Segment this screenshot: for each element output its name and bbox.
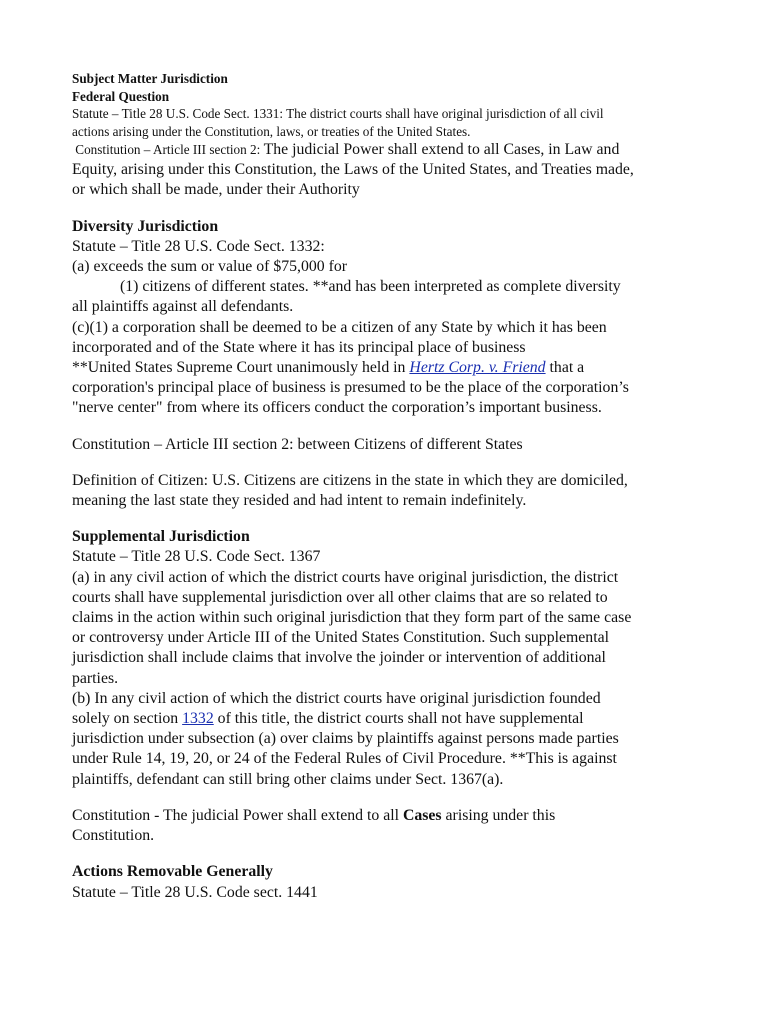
sup-constitution-before: Constitution - The judicial Power shall extend to all bbox=[72, 806, 403, 824]
removal-line-1: Statute – Title 28 U.S. Code sect. 1441 bbox=[72, 883, 318, 901]
div-constitution: Constitution – Article III section 2: between Citizens of different States bbox=[72, 435, 523, 453]
document-content bbox=[72, 70, 712, 903]
spacer bbox=[72, 846, 712, 862]
citizen-definition-line-2: meaning the last state they resided and had intent to remain indefinitely. bbox=[72, 492, 527, 510]
fq-statute-line-1: Statute – Title 28 U.S. Code Sect. 1331: The district courts shall have original jurisdiction of all civil bbox=[72, 106, 604, 121]
div-line-7-after: that a bbox=[545, 359, 585, 377]
sup-constitution-line-2: Constitution. bbox=[72, 827, 155, 845]
sup-constitution-line-1 bbox=[72, 806, 712, 826]
fq-constitution-line-1 bbox=[72, 140, 712, 160]
sup-line-5: or controversy under Article III of the United States Constitution. Such supplemental bbox=[72, 629, 609, 647]
sup-line-4: claims in the action within such original jurisdiction that they form part of the same case bbox=[72, 609, 632, 627]
sup-line-6: jurisdiction shall include claims that involve the joinder or intervention of additional bbox=[72, 649, 606, 667]
spacer bbox=[72, 455, 712, 471]
sup-constitution-bold: Cases bbox=[402, 806, 442, 824]
div-line-5: (c)(1) a corporation shall be deemed to be a citizen of any State by which it has been bbox=[72, 318, 607, 336]
page-heading-subject-matter: Subject Matter Jurisdiction bbox=[72, 71, 228, 86]
spacer bbox=[72, 419, 712, 435]
sup-line-10: jurisdiction under subsection (a) over claims by plaintiffs against persons made parties bbox=[72, 730, 619, 748]
sup-line-1: Statute – Title 28 U.S. Code Sect. 1367 bbox=[72, 548, 321, 566]
fq-constitution-line-3: or which shall be made, under their Authority bbox=[72, 181, 360, 199]
div-line-4: all plaintiffs against all defendants. bbox=[72, 298, 294, 316]
citizen-definition-line-1: Definition of Citizen: U.S. Citizens are citizens in the state in which they are domiciled, bbox=[72, 471, 628, 489]
sup-line-9 bbox=[72, 709, 712, 729]
fq-constitution-line-2: Equity, arising under this Constitution, the Laws of the United States, and Treaties made, bbox=[72, 161, 634, 179]
spacer bbox=[72, 511, 712, 527]
sup-line-8: (b) In any civil action of which the district courts have original jurisdiction founded bbox=[72, 689, 601, 707]
sup-line-11: under Rule 14, 19, 20, or 24 of the Federal Rules of Civil Procedure. **This is against bbox=[72, 750, 617, 768]
section-heading-supplemental: Supplemental Jurisdiction bbox=[72, 528, 250, 546]
sup-line-9-after: of this title, the district courts shall not have supplemental bbox=[213, 710, 584, 728]
sup-line-12: plaintiffs, defendant can still bring other claims under Sect. 1367(a). bbox=[72, 770, 504, 788]
div-line-2: (a) exceeds the sum or value of $75,000 for bbox=[72, 258, 348, 276]
section-heading-removal: Actions Removable Generally bbox=[72, 863, 273, 881]
div-line-3: (1) citizens of different states. **and has been interpreted as complete diversity bbox=[120, 278, 621, 296]
fq-statute-line-2: actions arising under the Constitution, laws, or treaties of the United States. bbox=[72, 123, 471, 139]
div-line-7 bbox=[72, 358, 712, 378]
sup-line-9-before: solely on section bbox=[72, 710, 183, 728]
fq-constitution-prefix: Constitution – Article III section 2: bbox=[72, 142, 264, 157]
sup-line-3: courts shall have supplemental jurisdiction over all other claims that are so related to bbox=[72, 588, 608, 606]
sup-constitution-after: arising under this bbox=[441, 806, 556, 824]
div-line-7-before: **United States Supreme Court unanimously held in bbox=[72, 359, 410, 377]
section-1332-link[interactable]: 1332 bbox=[182, 710, 214, 728]
spacer bbox=[72, 201, 712, 217]
spacer bbox=[72, 790, 712, 806]
section-heading-diversity: Diversity Jurisdiction bbox=[72, 217, 219, 235]
section-heading-federal-question: Federal Question bbox=[72, 88, 170, 104]
fq-constitution-text: The judicial Power shall extend to all Cases, in Law and bbox=[263, 141, 620, 158]
hertz-case-link[interactable]: Hertz Corp. v. Friend bbox=[409, 359, 546, 377]
sup-line-7: parties. bbox=[72, 669, 119, 687]
div-line-9: "nerve center" from where its officers conduct the corporation’s important business. bbox=[72, 399, 602, 417]
div-line-8: corporation's principal place of business is presumed to be the place of the corporation’s bbox=[72, 379, 629, 397]
sup-line-2: (a) in any civil action of which the district courts have original jurisdiction, the district bbox=[72, 568, 619, 586]
div-line-6: incorporated and of the State where it has its principal place of business bbox=[72, 338, 526, 356]
div-line-1: Statute – Title 28 U.S. Code Sect. 1332: bbox=[72, 237, 325, 255]
